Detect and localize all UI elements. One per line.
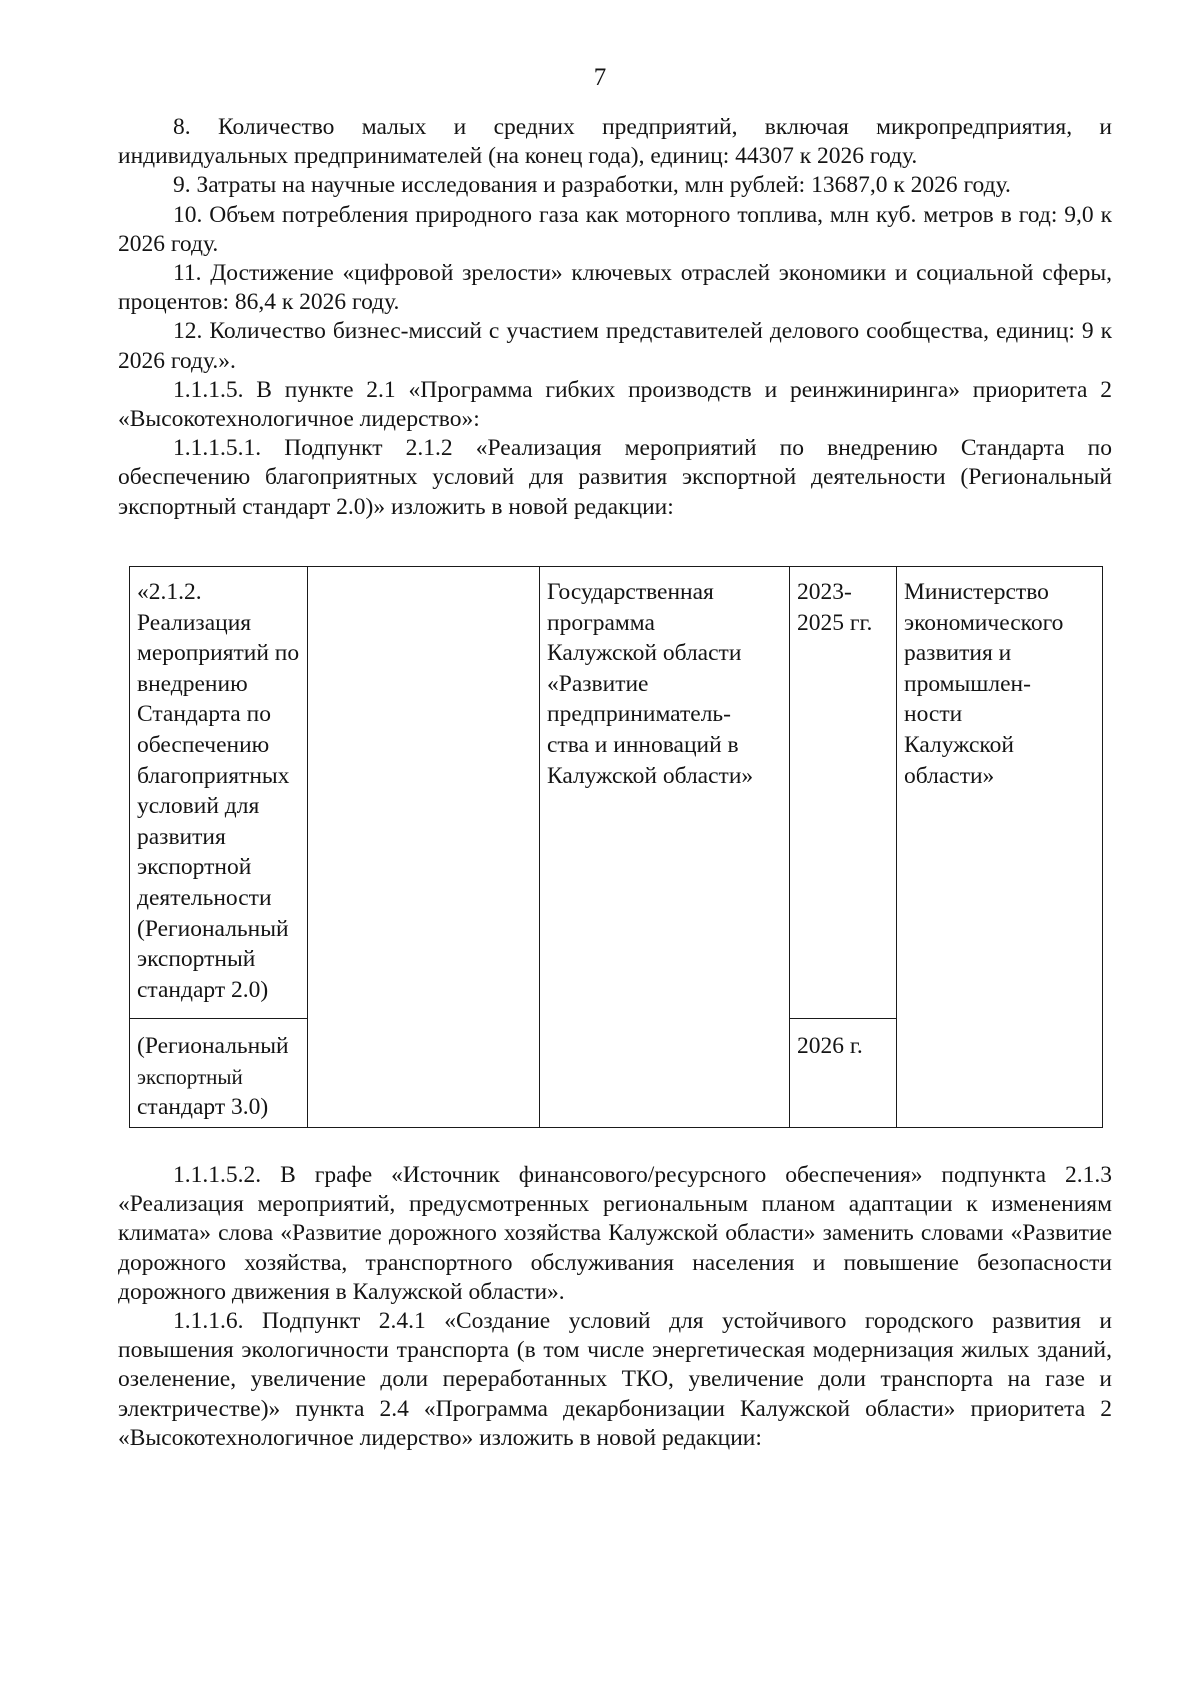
period-text-2: 2026 г. bbox=[797, 1033, 863, 1059]
period-cell-2 bbox=[790, 1019, 897, 1128]
measure-name-cell bbox=[130, 567, 308, 1019]
upper-text-block bbox=[118, 113, 1112, 522]
responsible-cell bbox=[897, 567, 1103, 1128]
paragraph-indicator-11: 11. Достижение «цифровой зрелости» ключевых отраслей экономики и социальной сферы, процентов: 86,4 к 2026 году. bbox=[118, 260, 1112, 316]
program-name: Государственная программа Калужской области «Развитие предприниматель- ства и инноваций в Калужской области» bbox=[547, 579, 754, 789]
paragraph-clause-1-1-1-6: 1.1.1.6. Подпункт 2.4.1 «Создание условий для устойчивого городского развития и повышения экологичности транспорта (в том числе энергетическая модернизация жилых зданий, озеленение, увеличение доли переработанных ТКО, увеличение доли транспорта на газе и электричестве)» пункта 2.4 «Программа декарбонизации Калужской области» приоритета 2 «Высокотехнологичное лидерство» изложить в новой редакции: bbox=[118, 1308, 1112, 1451]
paragraph-clause-1-1-1-5: 1.1.1.5. В пункте 2.1 «Программа гибких производств и реинжиниринга» приоритета 2 «Высокотехнологичное лидерство»: bbox=[118, 376, 1112, 433]
paragraph-indicator-9: 9. Затраты на научные исследования и разработки, млн рублей: 13687,0 к 2026 году. bbox=[173, 172, 1011, 199]
measure-name: «2.1.2. Реализация мероприятий по внедрению Стандарта по обеспечению благоприятных условий для развития экспортной деятельности (Региональный экспортный стандарт 2.0) bbox=[137, 579, 300, 1003]
period-cell bbox=[790, 567, 897, 1019]
paragraph-indicator-8: 8. Количество малых и средних предприятий, включая микропредприятия, и индивидуальных предпринимателей (на конец года), единиц: 44307 к 2026 году. bbox=[118, 114, 1112, 170]
paragraph-indicator-10: 10. Объем потребления природного газа как моторного топлива, млн куб. метров в год: 9,0 к 2026 году. bbox=[118, 201, 1112, 257]
program-cell bbox=[540, 567, 790, 1128]
lower-text-block bbox=[118, 1161, 1112, 1453]
paragraph-clause-1-1-1-5-2: 1.1.1.5.2. В графе «Источник финансового/ресурсного обеспечения» подпункта 2.1.3 «Реализация мероприятий, предусмотренных региональным планом адаптации к изменениям климата» слова «Развитие дорожного хозяйства Калужской области» заменить словами «Развитие дорожного хозяйства, транспортного обслуживания населения и повышение безопасности дорожного движения в Калужской области». bbox=[118, 1162, 1112, 1305]
measure-name-line-1: (Региональный bbox=[137, 1033, 289, 1059]
period-text: 2023- 2025 гг. bbox=[797, 579, 873, 636]
page-number: 7 bbox=[593, 64, 607, 91]
empty-cell bbox=[308, 567, 540, 1128]
measure-name-cell-2 bbox=[130, 1019, 308, 1128]
paragraph-clause-1-1-1-5-1: 1.1.1.5.1. Подпункт 2.1.2 «Реализация мероприятий по внедрению Стандарта по обеспечению благоприятных условий для развития экспортной деятельности (Региональный экспортный стандарт 2.0)» изложить в новой редакции: bbox=[118, 435, 1112, 520]
paragraph-indicator-12: 12. Количество бизнес-миссий с участием представителей делового сообщества, единиц: 9 к 2026 году.». bbox=[118, 318, 1112, 374]
responsible-text: Министерство экономического развития и промышлен- ности Калужской области» bbox=[904, 579, 1064, 789]
measure-name-line-2: экспортный bbox=[137, 1064, 243, 1089]
table-row bbox=[130, 567, 1103, 1019]
measure-name-line-3: стандарт 3.0) bbox=[137, 1094, 269, 1121]
measures-table bbox=[129, 566, 1103, 1128]
